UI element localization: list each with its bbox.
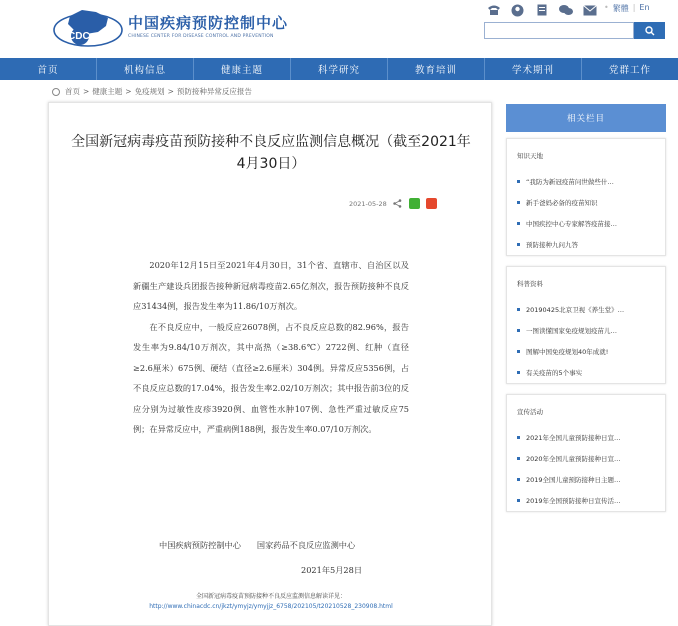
- lang-english-link[interactable]: En: [639, 3, 650, 12]
- phone-icon[interactable]: [486, 4, 501, 17]
- nav-item-research[interactable]: 科学研究: [291, 58, 388, 80]
- search-input[interactable]: [484, 22, 634, 39]
- list-item[interactable]: 2019年全国预防接种日宣传活…: [517, 490, 657, 511]
- breadcrumb-health-topics[interactable]: 健康主题: [92, 87, 123, 96]
- nav-item-organization[interactable]: 机构信息: [97, 58, 194, 80]
- main-nav: [0, 58, 678, 80]
- breadcrumb-current[interactable]: 预防接种异常反应报告: [176, 87, 252, 96]
- signature-org-adr: 国家药品不良反应监测中心: [256, 540, 356, 550]
- breadcrumb-home[interactable]: 首页: [65, 87, 80, 96]
- site-header: [0, 0, 678, 56]
- panel-list: [517, 427, 657, 511]
- list-item[interactable]: 新手爸妈必备的疫苗知识: [517, 192, 657, 213]
- sidebar-panel-materials: [506, 266, 666, 384]
- nav-item-party-work[interactable]: 党群工作: [608, 65, 651, 76]
- interpretation-link[interactable]: http://www.chinacdc.cn/jkzt/ymyjz/ymyjjz_6758/202105/t20210528_230908.html: [149, 603, 393, 610]
- nav-item-journals[interactable]: 学术期刊: [485, 58, 582, 80]
- article-panel: [48, 102, 492, 626]
- article-date: 2021-05-28: [349, 199, 387, 208]
- china-cdc-emblem-icon: [52, 6, 124, 48]
- weibo-share-icon[interactable]: [426, 198, 437, 209]
- site-logo[interactable]: [52, 6, 292, 50]
- language-switch: • 繁體 | En: [604, 3, 650, 13]
- site-subtitle: CHINESE CENTER FOR DISEASE CONTROL AND PREVENTION: [128, 34, 274, 39]
- related-sections-header: 相关栏目: [506, 104, 666, 132]
- list-item[interactable]: 图解中国免疫规划40年成就!: [517, 341, 657, 362]
- article-body: [133, 255, 409, 440]
- list-item[interactable]: 2020年全国儿童预防接种日宣…: [517, 448, 657, 469]
- wechat-share-icon[interactable]: [409, 198, 420, 209]
- article-title: 全国新冠病毒疫苗预防接种不良反应监测信息概况（截至2021年4月30日）: [71, 134, 471, 172]
- article-paragraph: 2020年12月15日至2021年4月30日，31个省、直辖市、自治区以及新疆生产建设兵团报告接种新冠病毒疫苗2.65亿剂次，报告预防接种不良反应31434例，报告发生率为11.86/10万剂次。: [133, 260, 409, 311]
- signature-date: 2021年5月28日: [301, 565, 363, 575]
- article-signature: [159, 540, 355, 551]
- share-icon[interactable]: [393, 199, 403, 209]
- list-item[interactable]: 一图读懂国家免疫规划疫苗儿…: [517, 320, 657, 341]
- nav-item-education[interactable]: 教育培训: [388, 58, 485, 80]
- nav-item-health-topics[interactable]: 健康主题: [194, 58, 291, 80]
- panel-title: 宣传活动: [517, 408, 543, 416]
- interpretation-note: 全国新冠病毒疫苗预防接种不良反应监测信息解读详见：: [195, 593, 346, 600]
- home-icon: [52, 88, 60, 96]
- article-paragraph: 在不良反应中，一般反应26078例，占不良反应总数的82.96%，报告发生率为9.84/10万剂次，其中高热（≥38.6℃）2722例、红肿（直径≥2.6厘米）675例、硬结（直径≥2.6厘米）304例。异常反应5356例，占不良反应总数的17.04%，报告发生率2.02/10万剂次；其中报告前3位的反应分别为过敏性皮疹3920例、血管性水肿107例、急性严重过敏反应75例；在异常反应中，严重病例188例，报告发生率0.07/10万剂次。: [133, 321, 409, 434]
- sidebar-panel-campaigns: [506, 394, 666, 512]
- search-icon: [645, 26, 655, 36]
- list-item[interactable]: 预防接种九问九答: [517, 234, 657, 255]
- list-item[interactable]: 中国疾控中心专家解答疫苗接…: [517, 213, 657, 234]
- search-button[interactable]: [634, 22, 665, 39]
- site-name: 中国疾病预防控制中心: [128, 14, 289, 32]
- logo-text: CDC: [68, 31, 90, 42]
- chat-icon[interactable]: [558, 4, 573, 17]
- list-item[interactable]: 2019全国儿童预防接种日主题…: [517, 469, 657, 490]
- document-icon[interactable]: [534, 4, 549, 17]
- list-item[interactable]: 2021年全国儿童预防接种日宣…: [517, 427, 657, 448]
- panel-title: 知识天地: [517, 152, 543, 160]
- panel-list: [517, 299, 657, 383]
- lang-traditional-link[interactable]: 繁體: [612, 4, 629, 13]
- panel-title: 科普资料: [517, 280, 543, 288]
- article-meta: [349, 198, 437, 209]
- signature-org-cdc: 中国疾病预防控制中心: [159, 540, 241, 550]
- breadcrumb: 首页 > 健康主题 > 免疫规划 > 预防接种异常反应报告: [52, 86, 252, 97]
- sidebar-panel-knowledge: [506, 138, 666, 256]
- list-item[interactable]: “我防为新冠疫苗问世做些什…: [517, 171, 657, 192]
- nav-item-home[interactable]: 首页: [0, 58, 97, 80]
- utility-icons: [486, 2, 597, 18]
- mail-icon[interactable]: [582, 4, 597, 17]
- list-item[interactable]: 20190425北京卫视《养生堂》…: [517, 299, 657, 320]
- list-item[interactable]: 有关疫苗的5个事实: [517, 362, 657, 383]
- account-icon[interactable]: [510, 4, 525, 17]
- breadcrumb-immunization[interactable]: 免疫规划: [134, 87, 165, 96]
- panel-list: [517, 171, 657, 255]
